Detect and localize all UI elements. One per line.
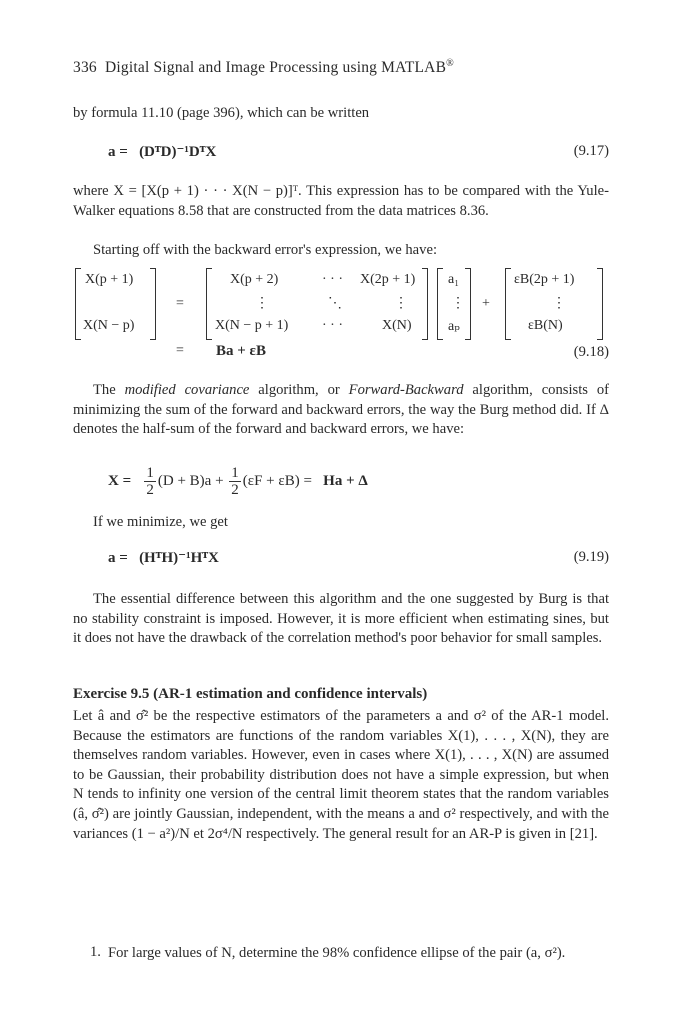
- vector-left-bracket: [437, 268, 443, 340]
- vector-top: a₁: [448, 272, 460, 287]
- exercise-item-1-text: For large values of N, determine the 98% confidence ellipse of the pair (a, σ²).: [108, 945, 566, 961]
- eq-9-17-rhs: (DᵀD)⁻¹DᵀX: [139, 144, 217, 160]
- matrix-r2c2: ⋱: [328, 296, 342, 311]
- vector-mid: ⋮: [451, 296, 465, 311]
- lhs-bottom: X(N − p): [83, 318, 135, 333]
- eq-half-mid2: (εF + εB) =: [242, 472, 312, 489]
- book-title: Digital Signal and Image Processing using MATLAB: [105, 59, 447, 77]
- paragraph-where: where X = [X(p + 1) · · · X(N − p)]ᵀ. This expression has to be compared with the Yule-Walker equations 8.58 that are constructed from the data matrices 8.36.: [73, 183, 609, 219]
- matrix-r1c2: · · ·: [322, 272, 343, 287]
- eq-number-9-19: (9.19): [573, 549, 609, 565]
- fraction-one-half-b: $\frac{1}{2}$: [231, 465, 239, 498]
- error-bottom: εB(N): [528, 318, 563, 333]
- matrix-left-bracket: [206, 268, 212, 340]
- eq-number-9-17: (9.17): [573, 143, 609, 159]
- term-forward-backward: Forward-Backward: [348, 382, 464, 398]
- exercise-body: Let â and σ̂² be the respective estimators of the parameters a and σ² of the AR-1 model. Because the estimators are functions of the random variables X(1), . . . , X(N), they are themselves random variables. However, even in cases where X(1), . . . , X(N) are assumed to be Gaussian, their probability distribution does not have a simple expression, but when N tends to infinity one version of the central limit theorem states that the random variables (â, σ̂²) are jointly Gaussian, independent, with the means a and σ² respectively, and with the variances (1 − a²)/N et 2σ⁴/N respectively. The general result for an AR-P is given in [21].: [73, 708, 609, 842]
- error-top: εB(2p + 1): [514, 272, 575, 287]
- eq-sign-1: =: [176, 296, 184, 311]
- eq-9-19-lhs: a =: [108, 550, 128, 566]
- equation-9-19: [108, 548, 219, 567]
- matrix-r2c1: ⋮: [255, 296, 269, 311]
- eq-half-rhs: Ha + Δ: [323, 472, 368, 489]
- paragraph-starting: Starting off with the backward error's expression, we have:: [93, 242, 437, 258]
- vector-right-bracket: [465, 268, 471, 340]
- eq-number-9-18: (9.18): [573, 344, 609, 360]
- intro-line: by formula 11.10 (page 396), which can be written: [73, 105, 370, 121]
- paragraph-minimize: If we minimize, we get: [93, 514, 228, 530]
- term-modified-covariance: modified covariance: [124, 382, 250, 398]
- plus-sign: +: [482, 296, 490, 311]
- lhs-right-bracket: [150, 268, 156, 340]
- eq-half-mid1: (D + B)a +: [157, 472, 224, 489]
- error-left-bracket: [505, 268, 511, 340]
- eq-9-17-lhs: a =: [108, 144, 128, 160]
- running-header: [73, 58, 454, 77]
- matrix-r3c2: · · ·: [322, 318, 343, 333]
- error-mid: ⋮: [552, 296, 566, 311]
- paragraph-modified-covariance: The modified covariance algorithm, or Forward-Backward algorithm, consists of minimizing the sum of the forward and backward errors, the way the Burg method did. If Δ denotes the half-sum of the forward and backward errors, we have:: [73, 382, 609, 438]
- matrix-r1c1: X(p + 2): [230, 272, 279, 287]
- matrix-r2c3: ⋮: [394, 296, 408, 311]
- matrix-r3c1: X(N − p + 1): [215, 318, 289, 333]
- paragraph-essential-difference: The essential difference between this algorithm and the one suggested by Burg is that no stability constraint is imposed. However, it is more efficient when estimating sines, but it does not have the drawback of the correlation method's poor behavior for small samples.: [73, 591, 609, 647]
- exercise-item-1-number: 1.: [90, 944, 101, 960]
- eq-9-18-rhs: Ba + εB: [216, 343, 266, 359]
- eq-half-lhs: X =: [108, 472, 132, 489]
- registered-mark: ®: [446, 58, 454, 69]
- vector-bottom: aₚ: [448, 319, 460, 334]
- page-number: 336: [73, 59, 97, 77]
- eq-sign-2: =: [176, 343, 184, 358]
- fraction-one-half-a: $\frac{1}{2}$: [146, 465, 154, 498]
- equation-9-17: [108, 142, 216, 161]
- equation-half-sum: [108, 465, 368, 498]
- exercise-title: Exercise 9.5 (AR-1 estimation and confidence intervals): [73, 686, 428, 702]
- lhs-top: X(p + 1): [85, 272, 134, 287]
- matrix-r1c3: X(2p + 1): [360, 272, 416, 287]
- lhs-left-bracket: [75, 268, 81, 340]
- matrix-r3c3: X(N): [382, 318, 412, 333]
- eq-9-18-line2-rhs: [216, 343, 266, 360]
- matrix-right-bracket: [422, 268, 428, 340]
- eq-9-19-rhs: (HᵀH)⁻¹HᵀX: [139, 550, 219, 566]
- error-right-bracket: [597, 268, 603, 340]
